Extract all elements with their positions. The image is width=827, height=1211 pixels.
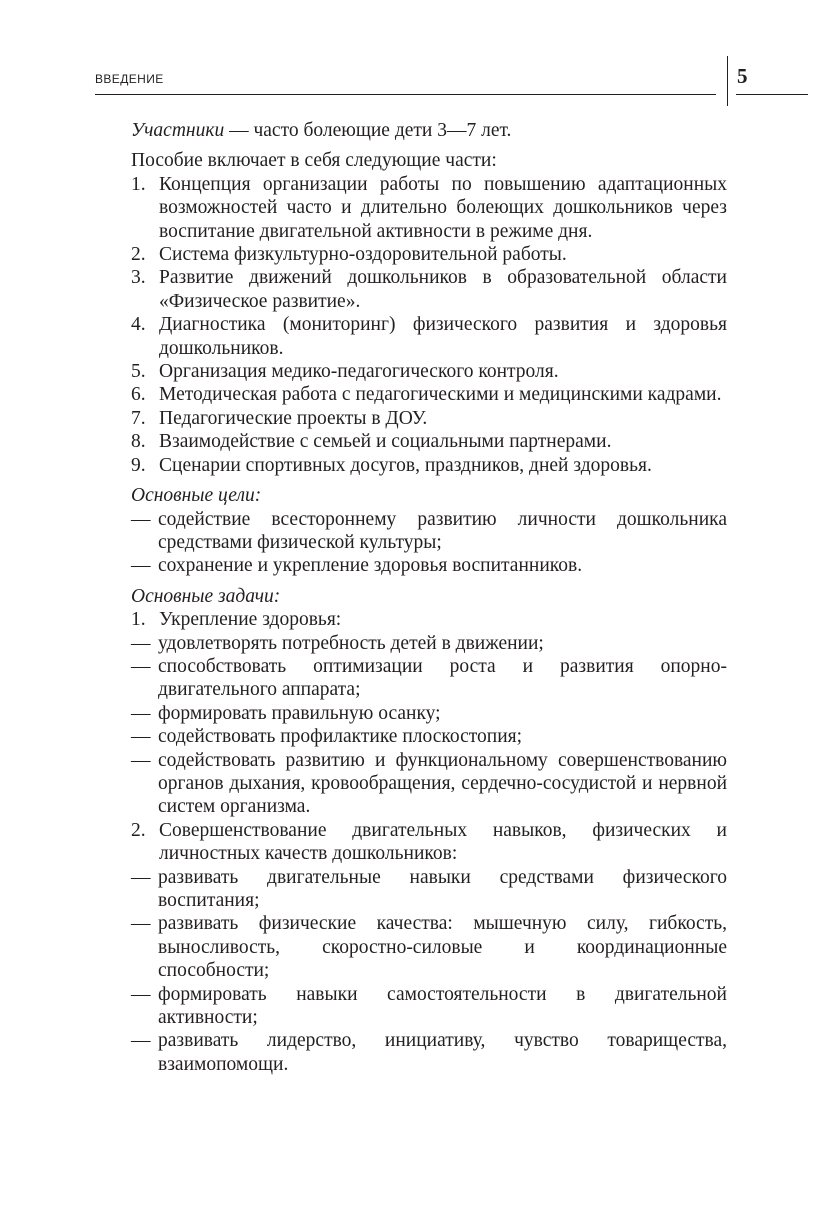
list-item-text: Взаимодействие с семьей и социальными партнерами. bbox=[159, 431, 612, 453]
tasks-list bbox=[131, 608, 727, 1076]
list-item bbox=[131, 725, 727, 748]
list-item-text: Система физкультурно-оздоровительной работы. bbox=[159, 244, 567, 266]
list-item-number: 6. bbox=[131, 384, 146, 406]
list-item-text: развивать двигательные навыки средствами физического воспитания; bbox=[158, 866, 727, 911]
parts-intro: Пособие включает в себя следующие части: bbox=[131, 150, 497, 172]
list-item bbox=[131, 454, 727, 477]
dash-marker: — bbox=[131, 749, 151, 771]
list-item-text: Концепция организации работы по повышению адаптационных возможностей часто и длительно болеющих дошкольников через воспитание двигательной активности в режиме дня. bbox=[159, 173, 727, 242]
header-rule bbox=[95, 94, 716, 95]
list-item bbox=[131, 554, 727, 577]
list-item-number: 8. bbox=[131, 431, 146, 453]
folio-rule-horizontal bbox=[736, 94, 808, 95]
goals-heading: Основные цели: bbox=[131, 485, 262, 507]
running-head: ВВЕДЕНИЕ bbox=[95, 72, 164, 86]
list-item-number: 2. bbox=[131, 819, 146, 841]
list-item-text: развивать лидерство, инициативу, чувство товарищества, взаимопомощи. bbox=[158, 1030, 727, 1075]
dash-marker: — bbox=[131, 702, 151, 724]
list-item bbox=[131, 655, 727, 702]
list-item-number: 3. bbox=[131, 267, 146, 289]
task-group-title bbox=[131, 819, 727, 866]
list-item bbox=[131, 866, 727, 913]
list-item-number: 1. bbox=[131, 173, 146, 195]
list-item-text: формировать навыки самостоятельности в двигательной активности; bbox=[158, 983, 727, 1029]
list-item-text: содействовать профилактике плоскостопия; bbox=[158, 726, 523, 748]
list-item bbox=[131, 983, 727, 1030]
list-item-text: Организация медико-педагогического контроля. bbox=[159, 361, 559, 383]
list-item bbox=[131, 360, 727, 383]
list-item bbox=[131, 430, 727, 453]
parts-list bbox=[131, 173, 727, 477]
list-item bbox=[131, 266, 727, 313]
list-item-text: Диагностика (мониторинг) физического развития и здоровья дошкольников. bbox=[159, 314, 727, 359]
list-item bbox=[131, 508, 727, 555]
page-body bbox=[131, 119, 727, 1076]
list-item bbox=[131, 702, 727, 725]
task-group-title bbox=[131, 608, 727, 631]
list-item bbox=[131, 383, 727, 406]
dash-marker: — bbox=[131, 913, 151, 935]
dash-marker: — bbox=[131, 1030, 151, 1052]
list-item-text: способствовать оптимизации роста и развития опорно-двигательного аппарата; bbox=[158, 655, 727, 701]
list-item-text: Развитие движений дошкольников в образовательной области «Физическое развитие». bbox=[159, 267, 727, 312]
participants-line bbox=[131, 119, 727, 142]
folio-rule-vertical bbox=[727, 56, 728, 106]
list-item-text: удовлетворять потребность детей в движении; bbox=[158, 632, 544, 654]
participants-text: — часто болеющие дети 3—7 лет. bbox=[224, 120, 512, 141]
list-item-text: Сценарии спортивных досугов, праздников, дней здоровья. bbox=[159, 454, 652, 476]
list-item-text: Совершенствование двигательных навыков, физических и личностных качеств дошкольников: bbox=[159, 819, 727, 865]
list-item bbox=[131, 749, 727, 819]
list-item-text: Методическая работа с педагогическими и медицинскими кадрами. bbox=[159, 384, 722, 406]
list-item-number: 9. bbox=[131, 454, 146, 476]
goals-list bbox=[131, 508, 727, 578]
list-item-number: 5. bbox=[131, 361, 146, 383]
page-number: 5 bbox=[737, 64, 748, 88]
list-item bbox=[131, 407, 727, 430]
list-item bbox=[131, 912, 727, 982]
list-item-number: 2. bbox=[131, 244, 146, 266]
list-item-text: Укрепление здоровья: bbox=[159, 609, 342, 631]
dash-marker: — bbox=[131, 655, 151, 677]
dash-marker: — bbox=[131, 508, 151, 530]
list-item-number: 1. bbox=[131, 609, 146, 631]
list-item bbox=[131, 243, 727, 266]
list-item bbox=[131, 1029, 727, 1076]
list-item-text: содействие всестороннему развитию личности дошкольника средствами физической культуры; bbox=[158, 508, 727, 553]
list-item bbox=[131, 313, 727, 360]
list-item-text: содействовать развитию и функциональному совершенствованию органов дыхания, кровообращения, сердечно-сосудистой и нервной систем организма. bbox=[158, 749, 727, 818]
list-item-text: формировать правильную осанку; bbox=[158, 702, 441, 724]
dash-marker: — bbox=[131, 983, 151, 1005]
dash-marker: — bbox=[131, 866, 151, 888]
participants-label: Участники bbox=[131, 120, 225, 141]
dash-marker: — bbox=[131, 726, 151, 748]
list-item bbox=[131, 173, 727, 243]
list-item-number: 4. bbox=[131, 314, 146, 336]
tasks-heading: Основные задачи: bbox=[131, 585, 281, 607]
dash-marker: — bbox=[131, 555, 151, 577]
list-item-number: 7. bbox=[131, 407, 146, 429]
list-item bbox=[131, 632, 727, 655]
list-item-text: Педагогические проекты в ДОУ. bbox=[159, 407, 428, 429]
list-item-text: развивать физические качества: мышечную силу, гибкость, выносливость, скоростно-силовые и координационные способности; bbox=[158, 913, 727, 982]
list-item-text: сохранение и укрепление здоровья воспитанников. bbox=[158, 555, 583, 577]
dash-marker: — bbox=[131, 632, 151, 654]
